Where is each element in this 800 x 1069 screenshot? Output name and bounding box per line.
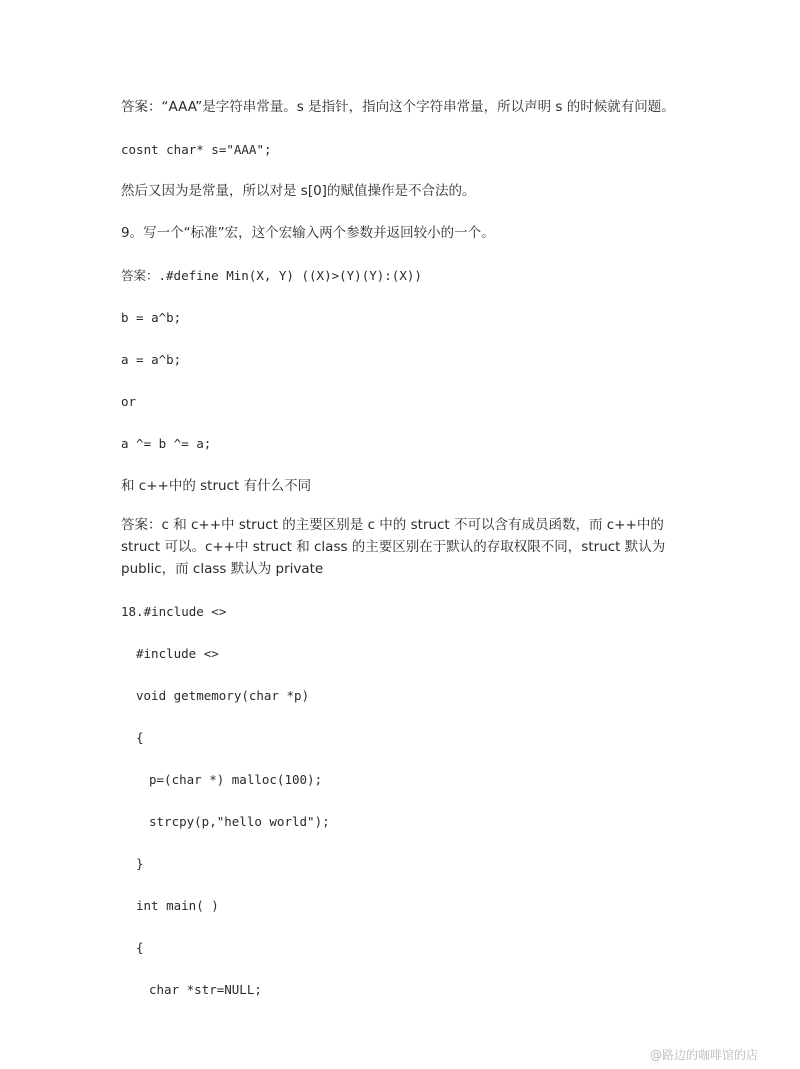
code-line-a-xor: a = a^b;	[121, 352, 182, 367]
question-line-min-macro: 9。写一个“标准”宏，这个宏输入两个参数并返回较小的一个。	[121, 225, 495, 241]
watermark-text: @路边的咖啡馆的店	[649, 1048, 758, 1062]
code-line-a-xor-assign: a ^= b ^= a;	[121, 436, 212, 451]
text-line-or: or	[121, 394, 137, 409]
code-line-const-char: cosnt char* s="AAA";	[121, 142, 272, 157]
code-line-include-1: 18.#include <>	[121, 604, 227, 619]
code-line-malloc: p=(char *) malloc(100);	[149, 772, 323, 787]
code-line-include-2: #include <>	[136, 646, 219, 661]
text-line-assignment-illegal: 然后又因为是常量，所以对是 s[0]的赋值操作是不合法的。	[121, 183, 476, 199]
code-line-open-brace-2: {	[136, 940, 144, 955]
question-line-struct-difference: 和 c++中的 struct 有什么不同	[121, 478, 312, 494]
code-line-strcpy: strcpy(p,"hello world");	[149, 814, 330, 829]
answer-paragraph-struct: 答案：c 和 c++中 struct 的主要区别是 c 中的 struct 不可以含有成员函数，而 c++中的 struct 可以。c++中 struct 和 class 的主要区别在于默认的存取权限不同，struct 默认为 public，而 class 默认为 private	[121, 517, 666, 577]
code-line-b-xor: b = a^b;	[121, 310, 182, 325]
code-line-open-brace-1: {	[136, 730, 144, 745]
answer-line-define-min: 答案：.#define Min(X, Y) ((X)>(Y)(Y):(X))	[121, 268, 422, 283]
code-line-close-brace: }	[136, 856, 144, 871]
answer-line-string-constant: 答案：“AAA”是字符串常量。s 是指针，指向这个字符串常量，所以声明 s 的时候就有问题。	[121, 99, 675, 115]
code-line-getmemory-signature: void getmemory(char *p)	[136, 688, 310, 703]
code-line-str-null: char *str=NULL;	[149, 982, 262, 997]
code-line-main-signature: int main( )	[136, 898, 219, 913]
